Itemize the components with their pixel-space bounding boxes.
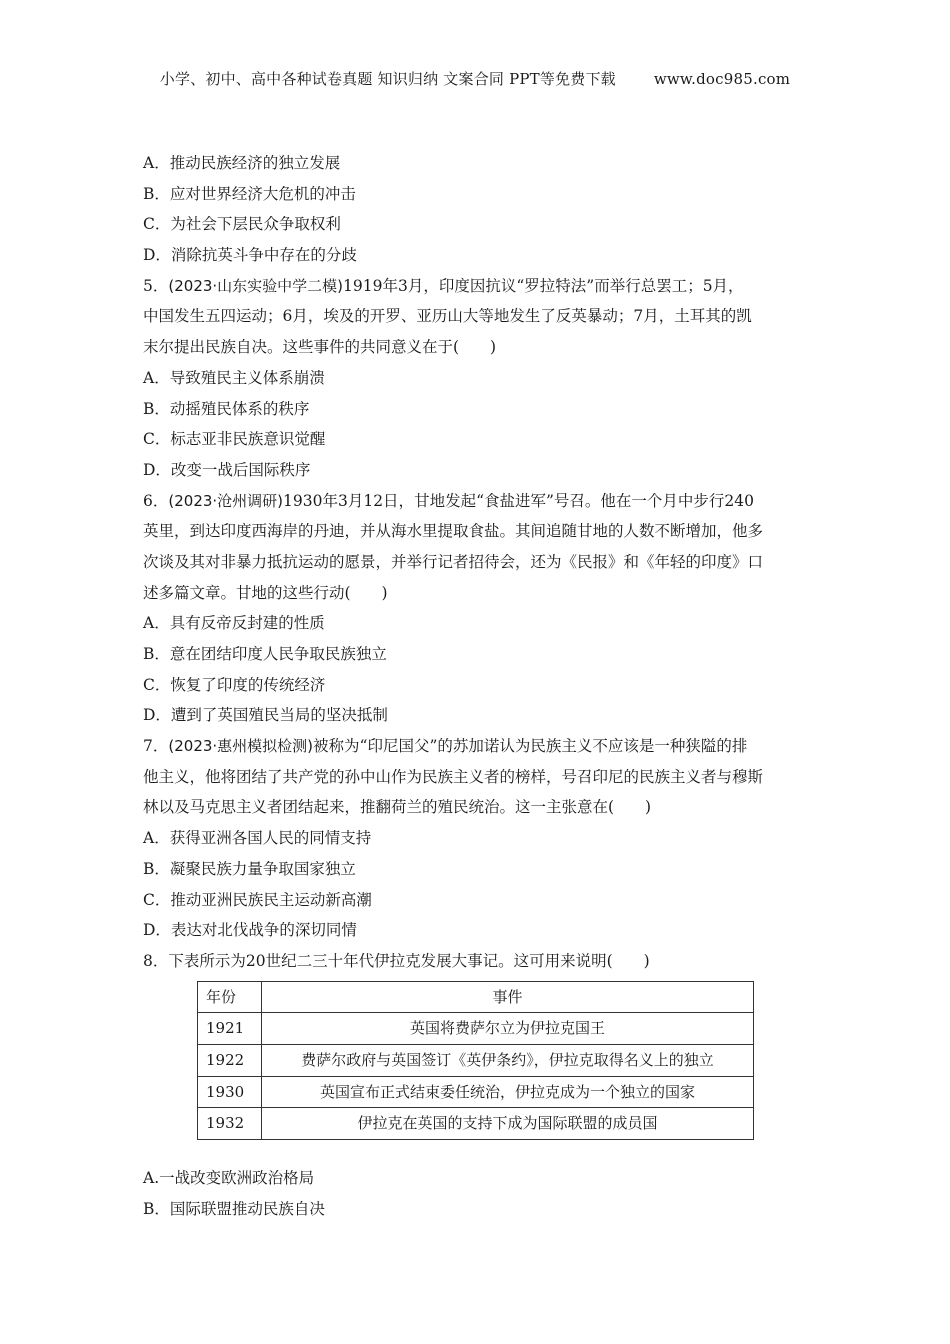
question-5-line-3: 末尔提出民族自决。这些事件的共同意义在于( ) xyxy=(143,338,497,357)
year-cell: 1932 xyxy=(198,1108,262,1140)
exam-content xyxy=(143,148,813,1224)
option-b: B．国际联盟推动民族自决 xyxy=(143,1199,325,1218)
event-cell: 英国宣布正式结束委任统治，伊拉克成为一个独立的国家 xyxy=(262,1076,754,1108)
question-number: 7． xyxy=(143,737,169,756)
option-a: A.一战改变欧洲政治格局 xyxy=(143,1169,315,1188)
question-5 xyxy=(143,271,813,486)
question-number: 5． xyxy=(143,276,169,295)
option-b: B．动摇殖民体系的秩序 xyxy=(143,399,310,418)
page-header xyxy=(0,68,950,89)
table-row xyxy=(198,1013,754,1045)
question-8-stem xyxy=(143,946,813,977)
option-a: A．获得亚洲各国人民的同情支持 xyxy=(143,829,372,848)
option-d: D．消除抗英斗争中存在的分歧 xyxy=(143,246,357,265)
question-text: 1930年3月12日，甘地发起“食盐进军”号召。他在一个月中步行240 xyxy=(283,491,754,510)
question-4-options xyxy=(143,148,813,271)
question-source: (2023·山东实验中学二模) xyxy=(168,276,344,295)
table-row xyxy=(198,1076,754,1108)
table-header-row xyxy=(198,981,754,1013)
question-5-line-2: 中国发生五四运动；6月，埃及的开罗、亚历山大等地发生了反英暴动；7月，土耳其的凯 xyxy=(143,307,752,326)
year-cell: 1930 xyxy=(198,1076,262,1108)
events-table xyxy=(197,981,754,1141)
option-d: D．改变一战后国际秩序 xyxy=(143,460,311,479)
option-b: B．应对世界经济大危机的冲击 xyxy=(143,184,356,203)
option-d: D．遭到了英国殖民当局的坚决抵制 xyxy=(143,706,388,725)
question-source: (2023·沧州调研) xyxy=(168,491,284,510)
year-cell: 1921 xyxy=(198,1013,262,1045)
question-number: 8． xyxy=(143,951,169,970)
question-6-line-3: 次谈及其对非暴力抵抗运动的愿景，并举行记者招待会，还为《民报》和《年轻的印度》口 xyxy=(143,552,764,571)
question-7 xyxy=(143,731,813,946)
question-text: 1919年3月，印度因抗议“罗拉特法”而举行总罢工；5月， xyxy=(343,276,744,295)
question-6 xyxy=(143,486,813,732)
year-cell: 1922 xyxy=(198,1044,262,1076)
column-header-event: 事件 xyxy=(262,981,754,1013)
question-7-line-1 xyxy=(143,731,813,762)
question-8 xyxy=(143,946,813,1225)
question-6-line-4: 述多篇文章。甘地的这些行动( ) xyxy=(143,583,388,602)
option-a: A．具有反帝反封建的性质 xyxy=(143,614,325,633)
option-c: C．标志亚非民族意识觉醒 xyxy=(143,430,326,449)
table-row xyxy=(198,1044,754,1076)
header-text: 小学、初中、高中各种试卷真题 知识归纳 文案合同 PPT等免费下载 xyxy=(159,70,616,88)
option-c: C．为社会下层民众争取权利 xyxy=(143,215,341,234)
option-a: A．推动民族经济的独立发展 xyxy=(143,154,341,172)
question-number: 6． xyxy=(143,491,169,510)
question-6-line-2: 英里，到达印度西海岸的丹迪，并从海水里提取食盐。其间追随甘地的人数不断增加，他多 xyxy=(143,522,764,541)
option-d: D．表达对北伐战争的深切同情 xyxy=(143,921,357,940)
option-c: C．恢复了印度的传统经济 xyxy=(143,675,326,694)
question-text: 被称为“印尼国父”的苏加诺认为民族主义不应该是一种狭隘的排 xyxy=(313,737,748,756)
option-b: B．意在团结印度人民争取民族独立 xyxy=(143,645,387,663)
question-text: 下表所示为20世纪二三十年代伊拉克发展大事记。这可用来说明( ) xyxy=(168,951,650,970)
event-cell: 英国将费萨尔立为伊拉克国王 xyxy=(262,1013,754,1045)
question-5-line-1 xyxy=(143,271,813,302)
option-c: C．推动亚洲民族民主运动新高潮 xyxy=(143,890,372,909)
header-site: www.doc985.com xyxy=(653,70,791,88)
question-7-line-2: 他主义，他将团结了共产党的孙中山作为民族主义者的榜样，号召印尼的民族主义者与穆斯 xyxy=(143,767,764,786)
event-cell: 费萨尔政府与英国签订《英伊条约》，伊拉克取得名义上的独立 xyxy=(262,1044,754,1076)
event-cell: 伊拉克在英国的支持下成为国际联盟的成员国 xyxy=(262,1108,754,1140)
question-source: (2023·惠州模拟检测) xyxy=(168,737,314,756)
question-7-line-3: 林以及马克思主义者团结起来，推翻荷兰的殖民统治。这一主张意在( ) xyxy=(143,798,652,817)
option-a: A．导致殖民主义体系崩溃 xyxy=(143,368,325,387)
option-b: B．凝聚民族力量争取国家独立 xyxy=(143,859,356,878)
column-header-year: 年份 xyxy=(198,981,262,1013)
question-6-line-1 xyxy=(143,486,813,517)
table-row xyxy=(198,1108,754,1140)
